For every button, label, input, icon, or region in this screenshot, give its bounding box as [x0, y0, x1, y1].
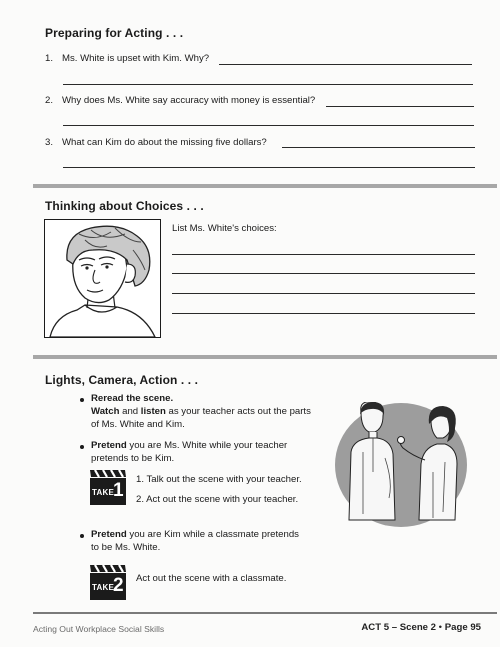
take1-step-2: 2. Act out the scene with your teacher.	[136, 494, 299, 505]
footer-bullet: •	[436, 622, 445, 633]
answer-line[interactable]	[63, 125, 474, 126]
ms-white-portrait	[44, 219, 161, 338]
take2-step: Act out the scene with a classmate.	[136, 573, 287, 584]
answer-line[interactable]	[219, 64, 472, 65]
two-people-icon	[333, 402, 469, 528]
take-label: TAKE	[92, 488, 114, 497]
question-text: Why does Ms. White say accuracy with money is essential?	[62, 95, 316, 106]
pretend-bold: Pretend	[91, 529, 127, 540]
pretend-rest: you are Kim while a classmate pretends to be Ms. White.	[91, 529, 299, 553]
reread-rest: as your teacher acts out the parts of Ms. White and Kim.	[91, 406, 311, 430]
pretend-rest: you are Ms. White while your teacher pretends to be Kim.	[91, 440, 288, 464]
take-number: 1	[113, 480, 124, 501]
take1-step-1: 1. Talk out the scene with your teacher.	[136, 474, 302, 485]
woman-face-illustration	[45, 220, 160, 337]
answer-line[interactable]	[326, 106, 474, 107]
people-talking-illustration	[333, 402, 469, 528]
answer-line[interactable]	[172, 254, 475, 255]
reread-bold: Reread the scene.	[91, 393, 174, 404]
section-title-lights-camera-action: Lights, Camera, Action . . .	[45, 373, 199, 387]
answer-line[interactable]	[172, 293, 475, 294]
section-divider	[33, 184, 497, 188]
answer-line[interactable]	[282, 147, 475, 148]
question-text: Ms. White is upset with Kim. Why?	[62, 53, 210, 64]
take-label: TAKE	[92, 583, 114, 592]
footer-act-scene: ACT 5 – Scene 2	[361, 622, 437, 633]
question-number: 3.	[45, 137, 54, 148]
footer-rule	[33, 612, 497, 614]
answer-line[interactable]	[63, 167, 475, 168]
answer-line[interactable]	[63, 84, 473, 85]
take-1-clapperboard	[89, 468, 127, 506]
bullet-dot	[80, 445, 84, 449]
bullet-dot	[80, 398, 84, 402]
question-2	[45, 95, 315, 106]
pretend-bold: Pretend	[91, 440, 127, 451]
listen-bold: listen	[140, 406, 166, 417]
take-2-clapperboard	[89, 563, 127, 601]
question-3	[45, 137, 267, 148]
bullet-dot	[80, 534, 84, 538]
and-text: and	[119, 406, 141, 417]
footer-page-info	[361, 622, 481, 633]
footer-book-title: Acting Out Workplace Social Skills	[33, 624, 165, 634]
question-number: 2.	[45, 95, 54, 106]
take-number: 2	[113, 575, 124, 596]
instruction-pretend-white	[91, 439, 306, 465]
footer-page-number: Page 95	[444, 622, 481, 633]
section-divider	[33, 355, 497, 359]
section-title-preparing: Preparing for Acting . . .	[45, 26, 184, 40]
question-number: 1.	[45, 53, 54, 64]
instruction-pretend-kim	[91, 528, 306, 554]
answer-line[interactable]	[172, 273, 475, 274]
instruction-reread	[91, 392, 321, 431]
question-text: What can Kim do about the missing five dollars?	[62, 137, 267, 148]
choices-prompt: List Ms. White's choices:	[172, 223, 277, 234]
section-title-choices: Thinking about Choices . . .	[45, 199, 204, 213]
answer-line[interactable]	[172, 313, 475, 314]
watch-bold: Watch	[91, 406, 120, 417]
question-1	[45, 53, 209, 64]
